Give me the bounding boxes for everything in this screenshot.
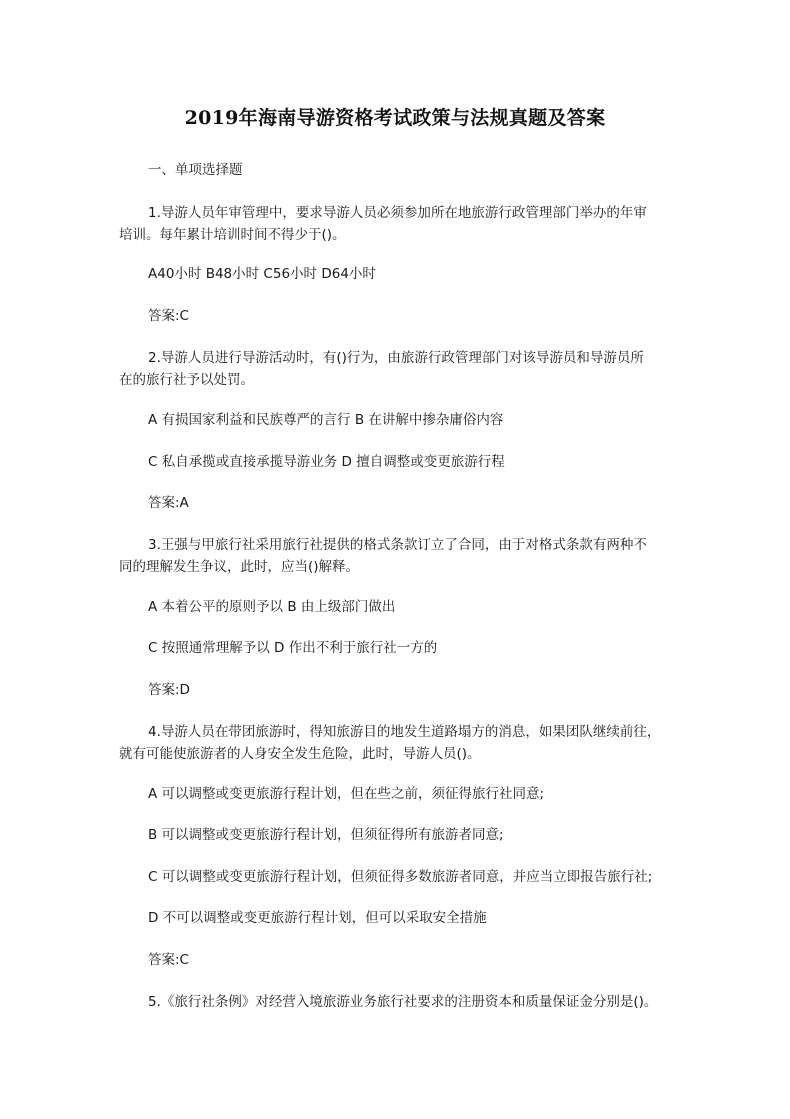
q4-option-d: D 不可以调整或变更旅游行程计划，但可以采取安全措施 <box>148 910 487 926</box>
document-title: 2019年海南导游资格考试政策与法规真题及答案 <box>184 107 606 129</box>
q1-options: A40小时 B48小时 C56小时 D64小时 <box>148 266 376 282</box>
q3-answer: 答案:D <box>148 682 190 698</box>
q1-answer: 答案:C <box>148 308 189 324</box>
q1-stem-line-1: 1.导游人员年审管理中，要求导游人员必须参加所在地旅游行政管理部门举办的年审 <box>148 205 647 221</box>
q3-options-line-2: C 按照通常理解予以 D 作出不利于旅行社一方的 <box>148 640 438 656</box>
q1-stem-line-2: 培训。每年累计培训时间不得少于()。 <box>119 227 346 243</box>
q3-options-line-1: A 本着公平的原则予以 B 由上级部门做出 <box>148 599 396 615</box>
q4-option-c: C 可以调整或变更旅游行程计划，但须征得多数旅游者同意，并应当立即报告旅行社; <box>148 869 653 885</box>
q3-stem-line-2: 同的理解发生争议，此时，应当()解释。 <box>119 559 360 575</box>
q2-options-line-1: A 有损国家利益和民族尊严的言行 B 在讲解中掺杂庸俗内容 <box>148 412 504 428</box>
q2-answer: 答案:A <box>148 495 189 511</box>
q4-answer: 答案:C <box>148 952 189 968</box>
q5-stem-line-1: 5.《旅行社条例》对经营入境旅游业务旅行社要求的注册资本和质量保证金分别是()。 <box>148 994 658 1010</box>
q2-stem-line-2: 在的旅行社予以处罚。 <box>119 372 254 388</box>
q2-stem-line-1: 2.导游人员进行导游活动时，有()行为，由旅游行政管理部门对该导游员和导游员所 <box>148 350 644 366</box>
q3-stem-line-1: 3.王强与甲旅行社采用旅行社提供的格式条款订立了合同，由于对格式条款有两种不 <box>148 537 647 553</box>
q4-stem-line-2: 就有可能使旅游者的人身安全发生危险，此时，导游人员()。 <box>119 746 481 762</box>
q4-option-b: B 可以调整或变更旅游行程计划，但须征得所有旅游者同意; <box>148 827 504 843</box>
q4-stem-line-1: 4.导游人员在带团旅游时，得知旅游目的地发生道路塌方的消息，如果团队继续前往， <box>148 724 661 740</box>
q4-option-a: A 可以调整或变更旅游行程计划，但在些之前，须征得旅行社同意; <box>148 786 545 802</box>
section-heading: 一、单项选择题 <box>148 162 243 178</box>
q2-options-line-2: C 私自承揽或直接承揽导游业务 D 擅自调整或变更旅游行程 <box>148 454 505 470</box>
